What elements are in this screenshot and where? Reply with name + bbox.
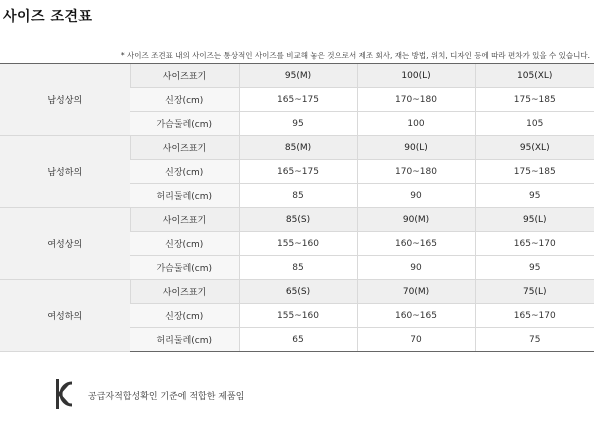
table-cell: 155~160: [239, 304, 357, 328]
table-cell: 165~170: [475, 304, 594, 328]
table-cell: 85(M): [239, 136, 357, 160]
size-chart-table: [0, 63, 594, 352]
table-cell: 65: [239, 328, 357, 352]
table-cell: 165~175: [239, 160, 357, 184]
table-cell: 75(L): [475, 280, 594, 304]
table-cell: 95: [475, 184, 594, 208]
row-label: 허리둘레(cm): [130, 184, 239, 208]
row-label: 신장(cm): [130, 304, 239, 328]
table-cell: 105: [475, 112, 594, 136]
table-cell: 165~175: [239, 88, 357, 112]
row-label: 사이즈표기: [130, 280, 239, 304]
row-label: 신장(cm): [130, 160, 239, 184]
table-cell: 90(L): [357, 136, 475, 160]
table-cell: 70(M): [357, 280, 475, 304]
table-cell: 100: [357, 112, 475, 136]
row-label: 사이즈표기: [130, 136, 239, 160]
row-label: 가슴둘레(cm): [130, 256, 239, 280]
table-cell: 95(M): [239, 64, 357, 88]
table-cell: 170~180: [357, 160, 475, 184]
table-cell: 85(S): [239, 208, 357, 232]
row-label: 사이즈표기: [130, 208, 239, 232]
table-cell: 160~165: [357, 304, 475, 328]
size-chart-note: * 사이즈 조견표 내의 사이즈는 통상적인 사이즈를 비교해 놓은 것으로서 제조 회사, 재는 방법, 위치, 디자인 등에 따라 편차가 있을 수 있습니다.: [120, 51, 590, 60]
table-cell: 165~170: [475, 232, 594, 256]
table-cell: 70: [357, 328, 475, 352]
group-label-womens-bottom: 여성하의: [0, 280, 130, 352]
table-cell: 95(XL): [475, 136, 594, 160]
table-cell: 160~165: [357, 232, 475, 256]
table-cell: 75: [475, 328, 594, 352]
table-cell: 175~185: [475, 160, 594, 184]
table-cell: 175~185: [475, 88, 594, 112]
table-cell: 85: [239, 184, 357, 208]
row-label: 가슴둘레(cm): [130, 112, 239, 136]
table-cell: 95: [475, 256, 594, 280]
table-row: [0, 136, 594, 160]
table-row: [0, 208, 594, 232]
row-label: 신장(cm): [130, 88, 239, 112]
row-label: 신장(cm): [130, 232, 239, 256]
table-row: [0, 280, 594, 304]
kc-mark-icon: [55, 378, 75, 410]
row-label: 사이즈표기: [130, 64, 239, 88]
group-label-mens-top: 남성상의: [0, 64, 130, 136]
table-cell: 90: [357, 256, 475, 280]
table-cell: 105(XL): [475, 64, 594, 88]
table-cell: 90: [357, 184, 475, 208]
table-row: [0, 64, 594, 88]
group-label-womens-top: 여성상의: [0, 208, 130, 280]
table-cell: 85: [239, 256, 357, 280]
table-cell: 95(L): [475, 208, 594, 232]
row-label: 허리둘레(cm): [130, 328, 239, 352]
table-cell: 65(S): [239, 280, 357, 304]
group-label-mens-bottom: 남성하의: [0, 136, 130, 208]
table-cell: 155~160: [239, 232, 357, 256]
table-cell: 170~180: [357, 88, 475, 112]
table-cell: 95: [239, 112, 357, 136]
table-cell: 100(L): [357, 64, 475, 88]
kc-certification-text: 공급자적합성확인 기준에 적합한 제품임: [88, 392, 245, 402]
page-title: 사이즈 조견표: [3, 9, 93, 25]
table-cell: 90(M): [357, 208, 475, 232]
